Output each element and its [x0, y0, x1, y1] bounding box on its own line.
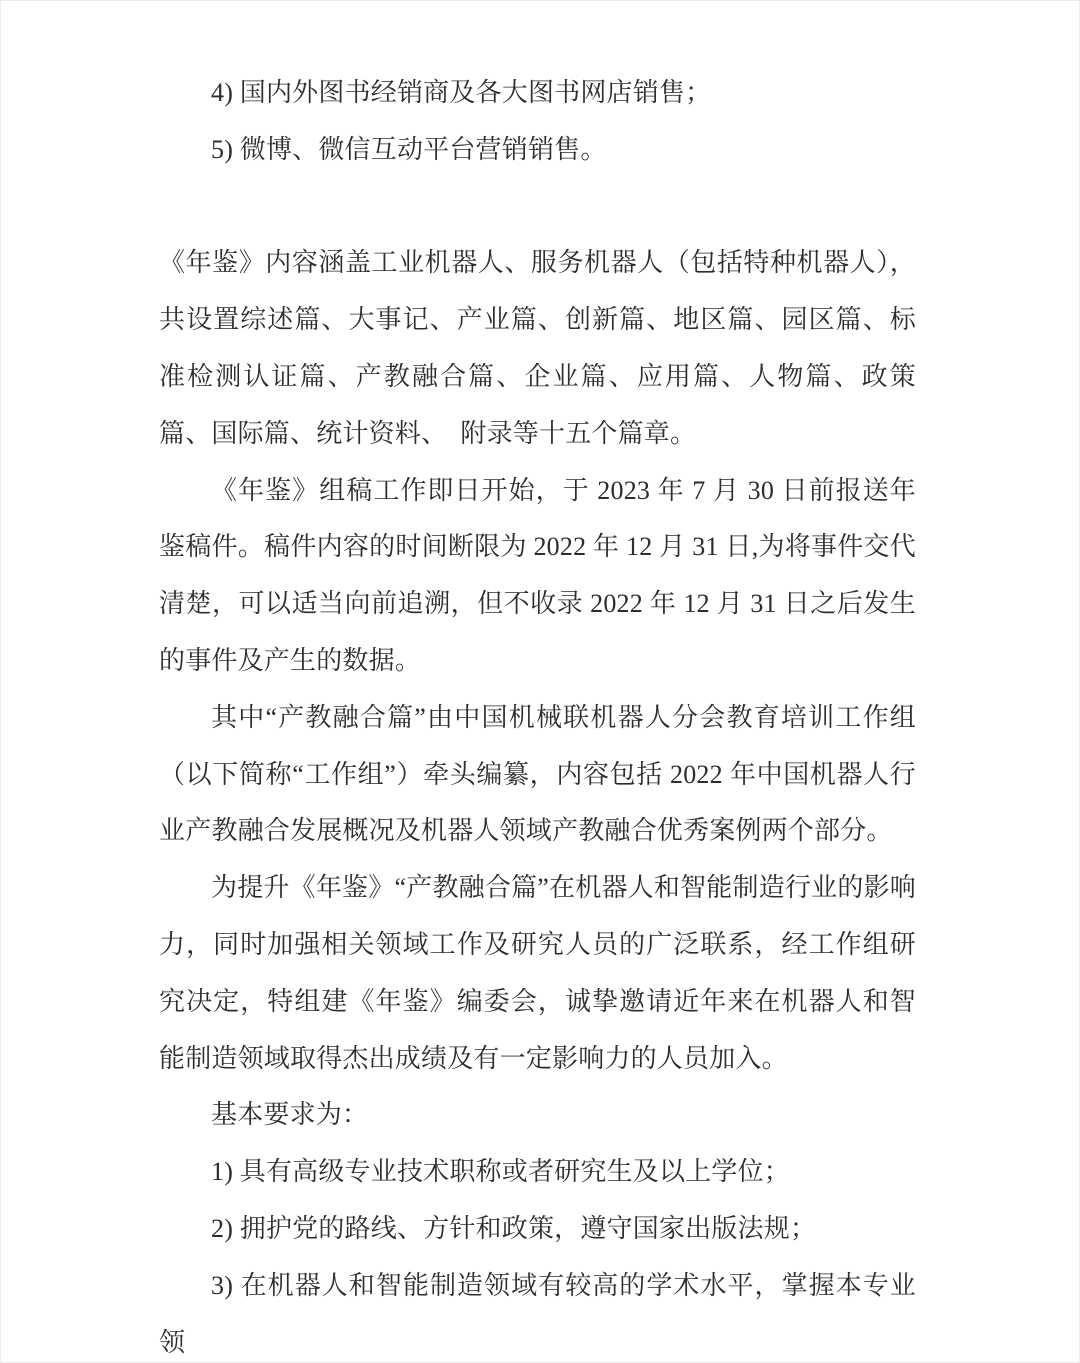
- requirement-item-3: 3) 在机器人和智能制造领域有较高的学术水平，掌握本专业领: [159, 1270, 916, 1357]
- document-content: [159, 65, 916, 1363]
- requirement-item-2: 2) 拥护党的路线、方针和政策，遵守国家出版法规；: [211, 1213, 817, 1243]
- list-item-4: 4) 国内外图书经销商及各大图书网店销售；: [211, 78, 712, 107]
- requirement-item-1: 1) 具有高级专业技术职称或者研究生及以上学位；: [211, 1157, 790, 1187]
- paragraph-yearbook-contents: 《年鉴》内容涵盖工业机器人、服务机器人（包括特种机器人），共设置综述篇、大事记、产业篇、创新篇、地区篇、园区篇、标准检测认证篇、产教融合篇、企业篇、应用篇、人物篇、政策篇、国际篇、统计资料、 附录等十五个篇章。: [159, 248, 916, 448]
- paragraph-editorial-board-invitation: 为提升《年鉴》“产教融合篇”在机器人和智能制造行业的影响力，同时加强相关领域工作及研究人员的广泛联系，经工作组研究决定，特组建《年鉴》编委会，诚挚邀请近年来在机器人和智能制造领域取得杰出成绩及有一定影响力的人员加入。: [159, 873, 916, 1073]
- requirements-heading: 基本要求为：: [211, 1100, 369, 1130]
- blank-line: [159, 179, 916, 236]
- paragraph-submission-schedule: 《年鉴》组稿工作即日开始，于 2023 年 7 月 30 日前报送年鉴稿件。稿件内容的时间断限为 2022 年 12 月 31 日,为将事件交代清楚，可以适当向前追溯，但不收录 2022 年 12 月 31 日之后发生的事件及产生的数据。: [159, 475, 916, 675]
- list-item-5: 5) 微博、微信互动平台营销销售。: [211, 134, 607, 164]
- paragraph-workgroup-compilation: 其中“产教融合篇”由中国机械联机器人分会教育培训工作组（以下简称“工作组”）牵头编纂，内容包括 2022 年中国机器人行业产教融合发展概况及机器人领域产教融合优秀案例两个部分。: [159, 702, 916, 846]
